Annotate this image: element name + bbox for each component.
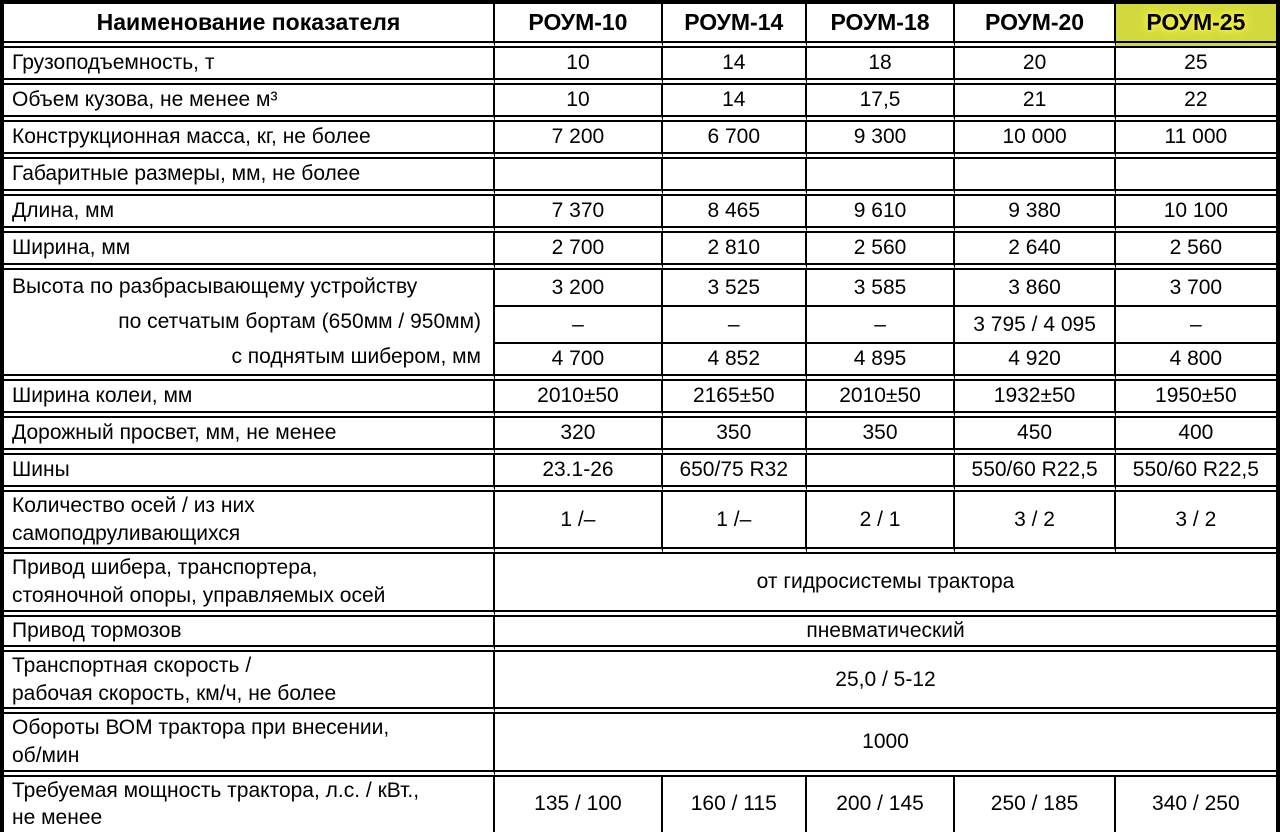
- label-line: не менее: [12, 806, 103, 830]
- label-line: стояночной опоры, управляемых осей: [12, 584, 386, 608]
- row-tires: [4, 455, 1276, 492]
- cell-value: 25: [1116, 48, 1276, 85]
- cell-value: 14: [663, 85, 807, 122]
- cell-value: 2010±50: [807, 381, 956, 418]
- cell-value: 4 700: [495, 344, 663, 381]
- cell-value: 22: [1116, 85, 1276, 122]
- cell-value-empty: [807, 455, 956, 492]
- row-label-capacity: Грузоподъемность, т: [4, 48, 495, 85]
- cell-value: 3 700: [1116, 270, 1276, 307]
- row-label-power: [4, 777, 495, 832]
- height-group-label-lines: [4, 270, 493, 374]
- row-label-volume: Объем кузова, не менее м³: [4, 85, 495, 122]
- col-header-name: Наименование показателя: [4, 4, 495, 48]
- cell-value-empty: [1116, 159, 1276, 196]
- label-line: рабочая скорость, км/ч, не более: [12, 681, 337, 705]
- cell-value: 21: [955, 85, 1115, 122]
- cell-value: 550/60 R22,5: [955, 455, 1115, 492]
- cell-value-merged: от гидросистемы трактора: [495, 554, 1276, 616]
- cell-value: 350: [663, 418, 807, 455]
- row-brakes: [4, 617, 1276, 652]
- cell-value: 550/60 R22,5: [1116, 455, 1276, 492]
- cell-value: 23.1-26: [495, 455, 663, 492]
- row-volume: [4, 85, 1276, 122]
- row-drive: [4, 554, 1276, 616]
- col-header-roum-10: РОУМ-10: [495, 4, 663, 48]
- cell-value-empty: [807, 159, 956, 196]
- cell-value: 350: [807, 418, 956, 455]
- cell-value: 200 / 145: [807, 777, 956, 832]
- row-label-speed: [4, 652, 495, 714]
- cell-value: 1 /–: [663, 492, 807, 554]
- cell-value-empty: [495, 159, 663, 196]
- cell-value: 3 200: [495, 270, 663, 307]
- label-line: Привод шибера, транспортера,: [12, 556, 318, 580]
- cell-value: 2 / 1: [807, 492, 956, 554]
- cell-value: –: [1116, 307, 1276, 344]
- row-label-length: Длина, мм: [4, 196, 495, 233]
- cell-value: –: [495, 307, 663, 344]
- cell-value: 160 / 115: [663, 777, 807, 832]
- label-line: Обороты ВОМ трактора при внесении,: [12, 716, 390, 740]
- height-line-spreader: Высота по разбрасывающему устройству: [12, 275, 418, 299]
- cell-value: 9 610: [807, 196, 956, 233]
- cell-value: 3 585: [807, 270, 956, 307]
- row-pto: [4, 714, 1276, 776]
- row-label-track-width: Ширина колеи, мм: [4, 381, 495, 418]
- cell-value: 340 / 250: [1152, 792, 1240, 816]
- cell-value: 14: [663, 48, 807, 85]
- row-label-pto: [4, 714, 495, 776]
- row-power: [4, 777, 1276, 832]
- cell-value: 250 / 185: [955, 777, 1115, 832]
- row-label-drive: [4, 554, 495, 616]
- cell-value-empty: [663, 159, 807, 196]
- cell-value: 1932±50: [955, 381, 1115, 418]
- cell-value: 7 200: [495, 122, 663, 159]
- row-mass: [4, 122, 1276, 159]
- cell-value: –: [807, 307, 956, 344]
- cell-value: 3 795 / 4 095: [955, 307, 1115, 344]
- cell-value: 450: [955, 418, 1115, 455]
- label-line: Транспортная скорость /: [12, 653, 252, 677]
- row-speed: [4, 652, 1276, 714]
- row-length: [4, 196, 1276, 233]
- cell-value: 2 560: [1116, 233, 1276, 270]
- row-track-width: [4, 381, 1276, 418]
- row-label-tires: Шины: [4, 455, 495, 492]
- cell-value: 3 / 2: [1116, 492, 1276, 554]
- cell-value: 8 465: [663, 196, 807, 233]
- col-header-roum-14: РОУМ-14: [663, 4, 807, 48]
- cell-value: 2010±50: [495, 381, 663, 418]
- cell-value: 2165±50: [663, 381, 807, 418]
- cell-value: 400: [1116, 418, 1276, 455]
- cell-value: 4 800: [1116, 344, 1276, 381]
- row-width: [4, 233, 1276, 270]
- cell-value: 2 810: [663, 233, 807, 270]
- cell-value: 4 920: [955, 344, 1115, 381]
- row-label-axles: [4, 492, 495, 554]
- row-axles: [4, 492, 1276, 554]
- row-label-mass: Конструкционная масса, кг, не более: [4, 122, 495, 159]
- col-header-roum-18: РОУМ-18: [807, 4, 956, 48]
- cell-value: 18: [807, 48, 956, 85]
- height-line-raised-gate: с поднятым шибером, мм: [231, 344, 481, 368]
- cell-value: 3 525: [663, 270, 807, 307]
- cell-value: 10 100: [1116, 196, 1276, 233]
- col-header-roum-25-highlighted: РОУМ-25: [1116, 4, 1276, 48]
- cell-value: 9 300: [807, 122, 956, 159]
- cell-value: 135 / 100: [495, 777, 663, 832]
- cell-value: 320: [495, 418, 663, 455]
- cell-value-merged: пневматический: [495, 617, 1276, 652]
- row-label-clearance: Дорожный просвет, мм, не менее: [4, 418, 495, 455]
- row-label-dimensions: Габаритные размеры, мм, не более: [4, 159, 495, 196]
- cell-value: 4 895: [807, 344, 956, 381]
- cell-value-empty: [955, 159, 1115, 196]
- cell-value: 9 380: [955, 196, 1115, 233]
- label-line: Требуемая мощность трактора, л.с. / кВт.,: [12, 778, 420, 802]
- cell-value: 7 370: [495, 196, 663, 233]
- cell-value: 2 700: [495, 233, 663, 270]
- row-dimensions: [4, 159, 1276, 196]
- header-row: [4, 4, 1276, 48]
- cell-value: –: [663, 307, 807, 344]
- cell-value: 6 700: [663, 122, 807, 159]
- cell-value: 20: [955, 48, 1115, 85]
- cell-value-merged: 1000: [495, 714, 1276, 776]
- label-line: об/мин: [12, 744, 80, 768]
- cell-value: 11 000: [1116, 122, 1276, 159]
- row-label-brakes: Привод тормозов: [4, 617, 495, 652]
- cell-value: 3 / 2: [955, 492, 1115, 554]
- height-line-mesh-boards: по сетчатым бортам (650мм / 950мм): [118, 310, 481, 333]
- cell-value: 650/75 R32: [663, 455, 807, 492]
- label-line: самоподруливающихся: [12, 521, 241, 545]
- cell-value: 17,5: [807, 85, 956, 122]
- row-capacity: [4, 48, 1276, 85]
- row-height-spreader: [4, 270, 1276, 307]
- cell-value: 1950±50: [1116, 381, 1276, 418]
- label-line: Количество осей / из них: [12, 494, 255, 517]
- cell-value: 10 000: [955, 122, 1115, 159]
- cell-value: 10: [495, 48, 663, 85]
- row-label-height-group: [4, 270, 495, 381]
- cell-value: 2 560: [807, 233, 956, 270]
- row-label-width: Ширина, мм: [4, 233, 495, 270]
- cell-value: 3 860: [955, 270, 1115, 307]
- row-clearance: [4, 418, 1276, 455]
- cell-value-merged: 25,0 / 5-12: [495, 652, 1276, 714]
- cell-value: 4 852: [663, 344, 807, 381]
- cell-value: 1 /–: [495, 492, 663, 554]
- col-header-roum-20: РОУМ-20: [955, 4, 1115, 48]
- cell-value: 2 640: [955, 233, 1115, 270]
- cell-value: 10: [495, 85, 663, 122]
